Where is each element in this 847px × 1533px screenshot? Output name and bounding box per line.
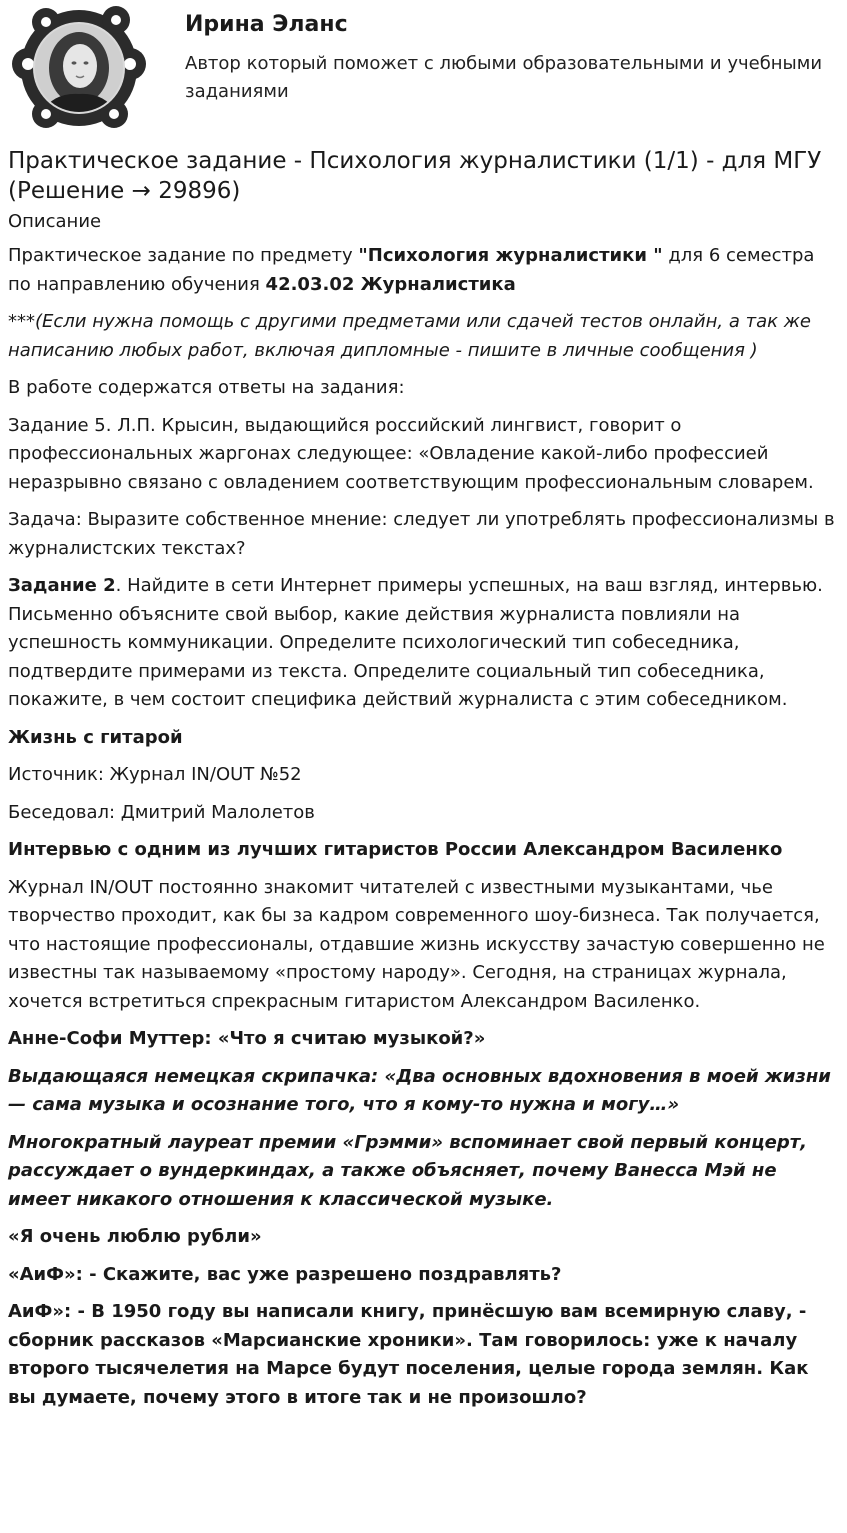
- help-note: [8, 308, 842, 365]
- task5-question: Задача: Выразите собственное мнение: следует ли употреблять профессионализмы в журналистских текстах?: [8, 509, 835, 559]
- author-name[interactable]: Ирина Эланс: [185, 12, 348, 37]
- mutter-quote-text: Выдающаяся немецкая скрипачка: «Два основных вдохновения в моей жизни — сама музыка и осознание того, что я кому-то нужна и могу…»: [8, 1065, 831, 1115]
- help-note-text: ***(Если нужна помощь с другими предметами или сдачей тестов онлайн, а так же написанию любых работ, включая дипломные - пишите в личные сообщения ): [8, 311, 811, 361]
- intro-part2: для 6 семестра по направлению обучения: [8, 245, 815, 295]
- content: [8, 146, 842, 1412]
- article-interviewer: Беседовал: Дмитрий Малолетов: [8, 801, 315, 823]
- article-source: Источник: Журнал IN/OUT №52: [8, 764, 302, 785]
- mutter-quote: [8, 1063, 842, 1120]
- author-block: [0, 0, 847, 135]
- intro-paragraph: [8, 242, 842, 299]
- bradbury-q1: [8, 1261, 842, 1290]
- article-subheading-text: Интервью с одним из лучших гитаристов России Александром Василенко: [8, 839, 783, 860]
- task2-text: . Найдите в сети Интернет примеры успешных, на ваш взгляд, интервью. Письменно объясните свой выбор, какие действия журналиста повлияли на успешность коммуникации. Определите психологический тип собеседника, подтвердите примерами из текста. Определите социальный тип собеседника, покажите, в чем состоит специфика действий журналиста с этим собеседником.: [8, 575, 823, 710]
- article-heading: [8, 724, 842, 753]
- intro-subject: "Психология журналистики ": [358, 245, 663, 266]
- bradbury-q1-text: «АиФ»: - Скажите, вас уже разрешено поздравлять?: [8, 1263, 562, 1285]
- intro-direction: 42.03.02 Журналистика: [265, 273, 516, 295]
- author-avatar[interactable]: [6, 6, 152, 130]
- article-heading-text: Жизнь с гитарой: [8, 726, 183, 748]
- bradbury-q2: [8, 1298, 842, 1412]
- mutter-heading-text: Анне-Софи Муттер: «Что я считаю музыкой?»: [8, 1028, 486, 1049]
- author-bio: Автор который поможет с любыми образовательными и учебными заданиями: [185, 53, 823, 102]
- mutter-heading: [8, 1025, 842, 1054]
- article-body: Журнал IN/OUT постоянно знакомит читателей с известными музыкантами, чье творчество проходит, как бы за кадром современного шоу-бизнеса. Так получается, что настоящие профессионалы, отдавшие жизнь искусству зачастую совершенно не известны так называемому «простому народу». Сегодня, на страницах журнала, хочется встретиться спрекрасным гитаристом Александром Василенко.: [8, 876, 825, 1012]
- intro-part1: Практическое задание по предмету: [8, 245, 359, 266]
- bradbury-heading: [8, 1223, 842, 1252]
- bradbury-q2-text: АиФ»: - В 1950 году вы написали книгу, принёсшую вам всемирную славу, - сборник рассказов «Марсианские хроники». Там говорилось: уже к началу второго тысячелетия на Марсе будут поселения, целые города землян. Как вы думаете, почему этого в итоге так и не произошло?: [8, 1301, 809, 1408]
- answers-intro: В работе содержатся ответы на задания:: [8, 377, 405, 398]
- description-label: Описание: [8, 211, 102, 232]
- mutter-summary-text: Многократный лауреат премии «Грэмми» вспоминает свой первый концерт, рассуждает о вундеркиндах, а также объясняет, почему Ванесса Мэй не имеет никакого отношения к классической музыке.: [8, 1131, 808, 1210]
- article-subheading: [8, 836, 842, 865]
- mutter-summary: [8, 1129, 842, 1215]
- page-title: Практическое задание - Психология журналистики (1/1) - для МГУ (Решение → 29896): [8, 148, 822, 204]
- bradbury-heading-text: «Я очень люблю рубли»: [8, 1226, 262, 1247]
- task2-label: Задание 2: [8, 575, 116, 596]
- task2-paragraph: [8, 572, 842, 715]
- task5-text: Задание 5. Л.П. Крысин, выдающийся российский лингвист, говорит о профессиональных жаргонах следующее: «Овладение какой-либо профессией неразрывно связано с овладением соответствующим профессиональным словарем.: [8, 414, 814, 493]
